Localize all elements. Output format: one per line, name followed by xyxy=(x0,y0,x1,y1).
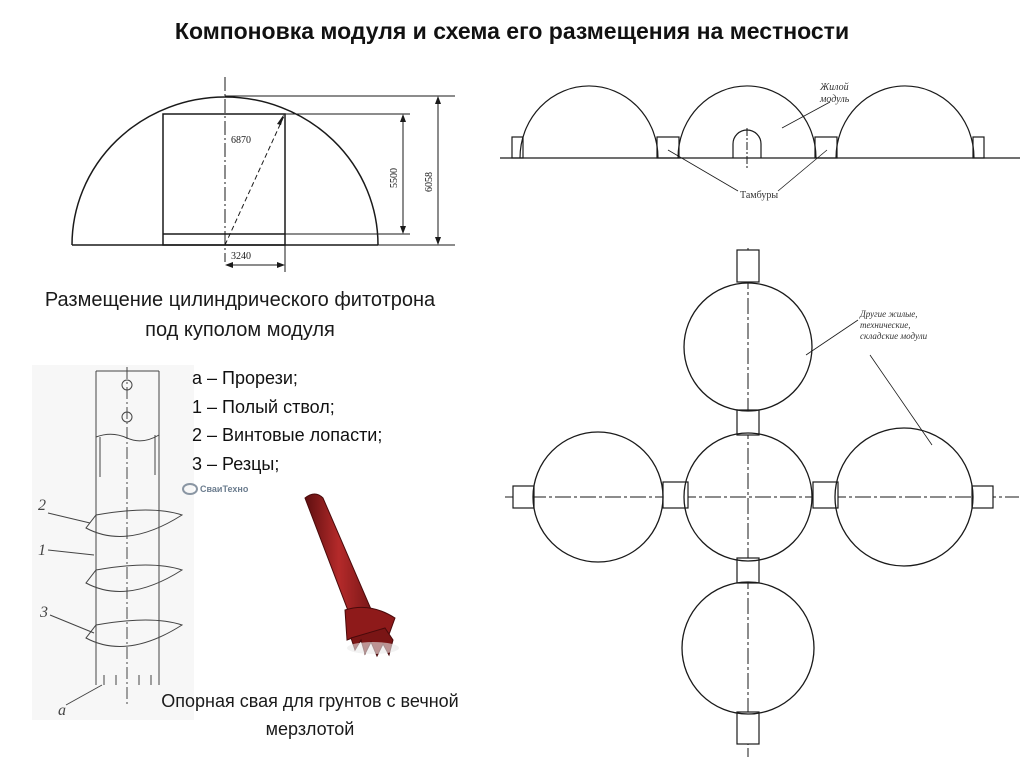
diagonal-arrow-head xyxy=(277,114,284,125)
vestibule-bottom-end xyxy=(737,712,759,744)
dome-left xyxy=(520,86,658,158)
pile-legend xyxy=(192,364,382,478)
vestibule-left-end xyxy=(512,137,523,158)
pile-label-a: a xyxy=(58,702,66,719)
label-vestibules: Тамбуры xyxy=(740,190,779,201)
vestibule-left-end xyxy=(513,486,534,508)
dim-6058: 6058 xyxy=(424,172,435,192)
pile-caption: Опорная свая для грунтов с вечной мерзлотой xyxy=(161,691,459,739)
label-other-modules: Другие жилые, технические, складские модули xyxy=(860,309,928,341)
dim-3240: 3240 xyxy=(231,251,251,262)
legend-item: 1 – Полый ствол; xyxy=(192,396,335,417)
vestibule-top-end xyxy=(737,250,759,282)
vestibule-right xyxy=(813,482,838,508)
dome-caption: Размещение цилиндрического фитотрона под куполом модуля xyxy=(44,289,436,341)
legend-item: а – Прорези; xyxy=(192,368,298,388)
brand-logo xyxy=(180,478,270,500)
legend-item: 3 – Резцы; xyxy=(192,453,280,474)
plan-diagram xyxy=(500,245,1024,767)
vestibule-right-end xyxy=(972,486,993,508)
brand-name: СваиТехно xyxy=(200,484,249,494)
label-living-module: Жилой модуль xyxy=(820,82,850,105)
pile-label-2: 2 xyxy=(38,497,46,514)
dome-section-drawing xyxy=(0,0,520,285)
slide-title: Компоновка модуля и схема его размещения на местности xyxy=(174,18,850,44)
legend-item: 2 – Винтовые лопасти; xyxy=(192,425,383,445)
vestibule-top xyxy=(737,410,759,435)
dome-right xyxy=(836,86,974,158)
dim-6870: 6870 xyxy=(231,135,251,146)
pile-label-1: 1 xyxy=(38,542,46,559)
pile-label-3: 3 xyxy=(40,604,48,621)
pile-photo xyxy=(285,490,425,680)
vestibule-bottom xyxy=(737,558,759,583)
brand-logo-icon xyxy=(183,484,197,494)
dim-5500: 5500 xyxy=(389,168,400,188)
vestibule-right xyxy=(815,137,837,158)
pile-drawing xyxy=(32,365,194,720)
elevation-diagram xyxy=(495,70,1024,220)
phytotron-rect xyxy=(163,114,285,245)
vestibule-right-end xyxy=(973,137,984,158)
